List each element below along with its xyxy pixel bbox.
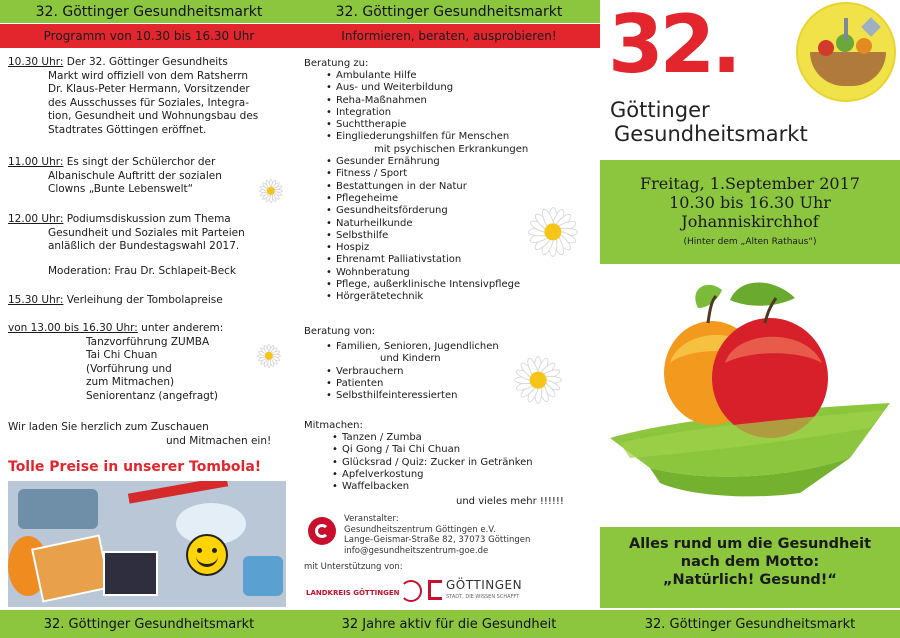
support-label: mit Unterstützung von: (304, 562, 403, 572)
schedule-line: anläßlich der Bundestagswahl 2017. (48, 240, 240, 252)
middle-top-banner-text: 32. Göttinger Gesundheitsmarkt (335, 3, 563, 20)
organizer-email[interactable]: info@gesundheitszentrum-goe.de (344, 545, 489, 556)
schedule-line: Dr. Klaus-Peter Hermann, Vorsitzender (48, 83, 250, 95)
organizer-block (344, 514, 530, 556)
activity-line: Tai Chi Chuan (86, 349, 158, 361)
schedule-line: Stadtrates Göttingen eröffnet. (48, 123, 207, 136)
inform-banner (298, 24, 600, 48)
list-item: • Reha-Maßnahmen (326, 95, 594, 107)
daisy-center (530, 372, 547, 389)
list-item: • Waffelbacken (332, 481, 594, 493)
daisy-icon (258, 178, 284, 204)
middle-bottom-banner-text: 32 Jahre aktiv für die Gesundheit (341, 616, 557, 632)
schedule-line: des Ausschusses für Soziales, Integra- (48, 96, 250, 109)
list-item: • Patienten (326, 378, 594, 390)
edition-number: 32. (608, 0, 738, 91)
list-item: • Integration (326, 107, 594, 119)
moderation-text: Moderation: Frau Dr. Schlapeit-Beck (48, 265, 237, 277)
list-item-continuation: und Kindern (380, 353, 441, 365)
list-item: • Aus- und Weiterbildung (326, 82, 594, 94)
title-line-2: Gesundheitsmarkt (614, 122, 808, 146)
activity-line: Tanzvorführung ZUMBA (86, 335, 210, 348)
section-heading: Beratung zu: (304, 58, 369, 69)
list-item: • Pflege, außerklinische Intensivpflege (326, 279, 594, 291)
schedule-time: von 13.00 bis 16.30 Uhr: (8, 322, 138, 334)
title-line-1: Göttinger (610, 98, 710, 122)
list-item: • Ambulante Hilfe (326, 70, 594, 82)
list-item: • Bestattungen in der Natur (326, 181, 594, 193)
activity-line: zum Mitmachen) (86, 376, 175, 388)
schedule-line: Albanischule Auftritt der sozialen (48, 169, 222, 182)
list-item: • Familien, Senioren, Jugendlichen (326, 341, 594, 353)
right-bottom-banner (600, 610, 900, 638)
landkreis-logo-text: LANDKREIS GÖTTINGEN (306, 589, 400, 597)
left-top-banner-text: 32. Göttinger Gesundheitsmarkt (35, 3, 263, 20)
invite-line-1: Wir laden Sie herzlich zum Zuschauen (8, 421, 209, 433)
tombola-heading: Tolle Preise in unserer Tombola! (8, 459, 262, 475)
motto-line-1: Alles rund um die Gesundheit (628, 536, 872, 552)
list-item: • Fitness / Sport (326, 168, 594, 180)
schedule-text: unter anderem: (141, 322, 224, 334)
schedule-text: Es singt der Schülerchor der (66, 156, 216, 168)
list-item: • Qi Gong / Tai Chi Chuan (332, 444, 594, 456)
section-heading: Beratung von: (304, 326, 376, 337)
list-item: • Gesundheitsförderung (326, 205, 594, 217)
motto-line-2: nach dem Motto: (680, 554, 820, 570)
list-item: • Hörgerätetechnik (326, 291, 594, 303)
schedule-time: 10.30 Uhr: (8, 56, 64, 68)
stadt-goettingen-logo (428, 578, 538, 606)
stadt-logo-text: GÖTTINGEN (446, 578, 523, 592)
schedule-item-podium (8, 213, 293, 254)
left-top-banner (0, 0, 298, 23)
event-info-box (600, 160, 900, 264)
list-item: • Tanzen / Zumba (332, 432, 594, 444)
apple-icon (600, 268, 900, 528)
schedule-line: Markt wird offiziell von dem Ratsherrn (48, 69, 249, 82)
list-item: • Naturheilkunde (326, 218, 594, 230)
smiley-icon (186, 534, 228, 576)
list-item: • Ehrenamt Palliativstation (326, 254, 594, 266)
middle-panel (298, 0, 600, 638)
schedule-item-opening (8, 56, 293, 137)
motto-box (600, 527, 900, 608)
landkreis-logo (304, 578, 424, 606)
list-item: • Gesunder Ernährung (326, 156, 594, 168)
event-place: Johanniskirchhof (681, 212, 819, 231)
schedule-line: Gesundheit und Soziales mit Parteien (48, 226, 245, 239)
list-item: • Eingliederungshilfen für Menschen (326, 131, 594, 143)
gesundheitszentrum-logo-icon (308, 517, 336, 545)
left-bottom-banner-text: 32. Göttinger Gesundheitsmarkt (43, 616, 255, 632)
organizer-address: Lange-Geismar-Straße 82, 37073 Göttingen (344, 535, 531, 545)
list-item: • Selbsthilfe (326, 230, 594, 242)
program-banner (0, 24, 298, 48)
vieles-mehr: und vieles mehr !!!!!! (456, 496, 564, 507)
right-bottom-banner-text: 32. Göttinger Gesundheitsmarkt (644, 616, 856, 632)
schedule-line: Clowns „Bunte Lebenswelt“ (48, 183, 194, 195)
main-title (608, 98, 808, 146)
schedule-text: Der 32. Göttinger Gesundheits (66, 56, 228, 68)
right-panel (600, 0, 900, 638)
left-panel (0, 0, 298, 638)
middle-bottom-banner (298, 610, 600, 638)
organizer-name: Gesundheitszentrum Göttingen e.V. (344, 524, 496, 535)
daisy-icon (526, 205, 580, 259)
schedule-item-tombola (8, 294, 293, 308)
list-item: • Verbrauchern (326, 366, 594, 378)
schedule-line: tion, Gesundheit und Wohnungsbau des (48, 110, 259, 122)
event-time: 10.30 bis 16.30 Uhr (669, 193, 831, 212)
invite-line-2: und Mitmachen ein! (166, 435, 272, 447)
basket-photo-icon (796, 2, 896, 102)
tombola-prizes-photo (8, 481, 286, 607)
beratung-zu-section (304, 58, 594, 304)
daisy-icon (256, 343, 282, 369)
list-item: • Selbsthilfeinteressierten (326, 390, 594, 402)
middle-top-banner (298, 0, 600, 23)
schedule-time: 15.30 Uhr: (8, 294, 64, 306)
list-item: • Hospiz (326, 242, 594, 254)
organizer-label: Veranstalter: (344, 514, 399, 524)
schedule-text: Podiumsdiskussion zum Thema (66, 213, 231, 225)
schedule-text: Verleihung der Tombolapreise (66, 294, 223, 306)
stadt-logo-subtext: STADT, DIE WISSEN SCHAFFT (446, 594, 520, 600)
event-place-note: (Hinter dem „Alten Rathaus“) (683, 237, 817, 247)
activity-line: (Vorführung und (86, 362, 172, 375)
section-heading: Mitmachen: (304, 420, 363, 431)
list-item: • Wohnberatung (326, 267, 594, 279)
list-item: • Apfelverkostung (332, 469, 594, 481)
list-item: • Glücksrad / Quiz: Zucker in Getränken (332, 457, 594, 469)
list-item: • Suchttherapie (326, 119, 594, 131)
schedule-time: 11.00 Uhr: (8, 156, 64, 168)
schedule-item-activities (8, 322, 293, 403)
schedule-time: 12.00 Uhr: (8, 213, 64, 225)
program-banner-text: Programm von 10.30 bis 16.30 Uhr (43, 29, 255, 43)
event-date: Freitag, 1.September 2017 (640, 174, 860, 193)
mitmachen-section (304, 420, 594, 493)
list-item-continuation: mit psychischen Erkrankungen (374, 143, 529, 155)
daisy-icon (512, 354, 564, 406)
list-item: • Pflegeheime (326, 193, 594, 205)
schedule-item-choir (8, 156, 293, 197)
left-bottom-banner (0, 610, 298, 638)
motto-line-3: „Natürlich! Gesund!“ (663, 572, 837, 588)
activity-line: Seniorentanz (angefragt) (86, 389, 219, 402)
inform-banner-text: Informieren, beraten, ausprobieren! (341, 29, 557, 43)
